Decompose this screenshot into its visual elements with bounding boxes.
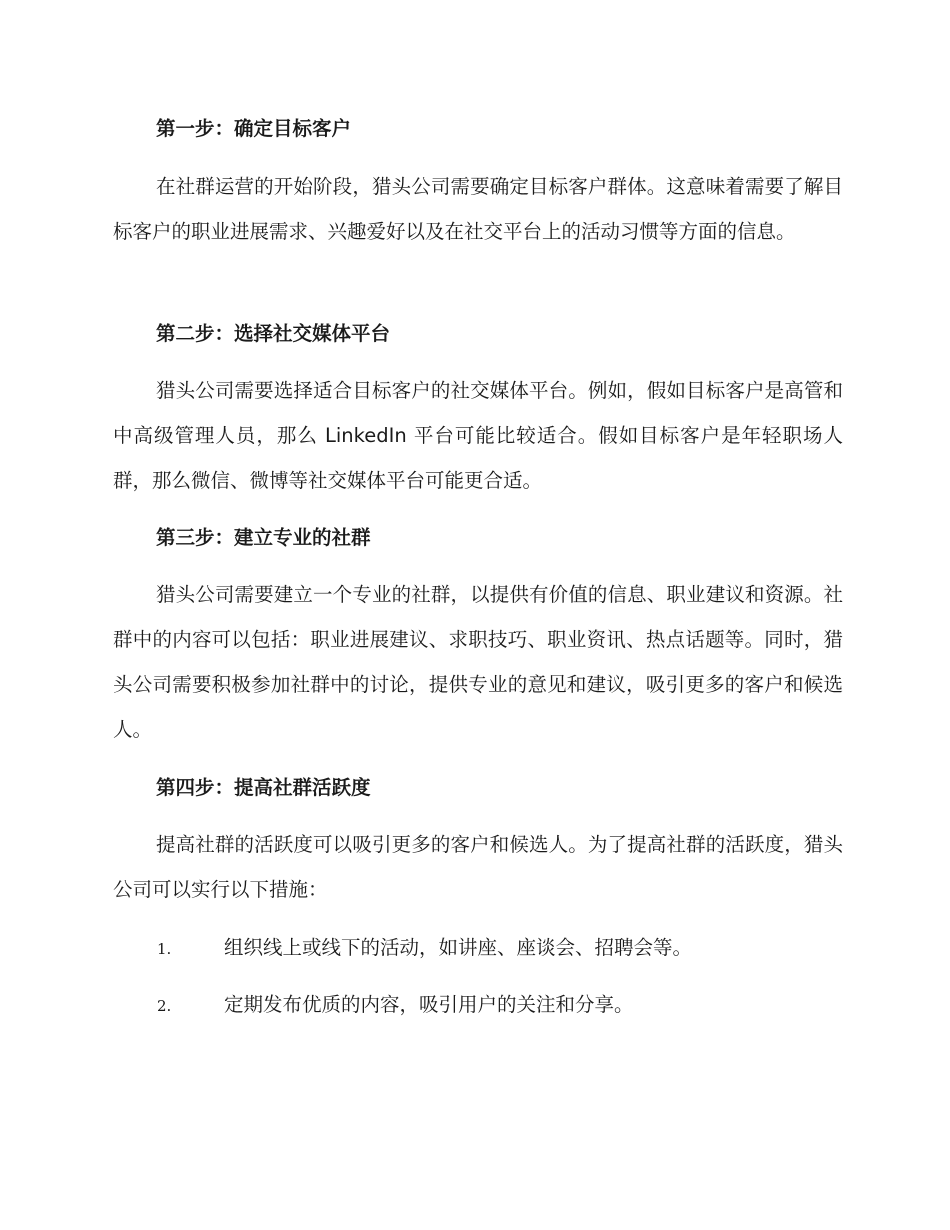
section-paragraph-4: 提高社群的活跃度可以吸引更多的客户和候选人。为了提高社群的活跃度，猎头公司可以实行以下措施： bbox=[113, 833, 843, 901]
section-paragraph-2: 猎头公司需要选择适合目标客户的社交媒体平台。例如，假如目标客户是高管和中高级管理人员，那么 LinkedIn 平台可能比较适合。假如目标客户是年轻职场人群，那么微信、微博等社交媒体平台可能更合适。 bbox=[113, 379, 843, 492]
section-heading-4: 第四步：提高社群活跃度 bbox=[156, 776, 371, 799]
section-heading-1: 第一步：确定目标客户 bbox=[156, 117, 352, 140]
section-paragraph-3: 猎头公司需要建立一个专业的社群，以提供有价值的信息、职业建议和资源。社群中的内容可以包括：职业进展建议、求职技巧、职业资讯、热点话题等。同时，猎头公司需要积极参加社群中的讨论，提供专业的意见和建议，吸引更多的客户和候选人。 bbox=[113, 583, 843, 741]
list-item-text: 定期发布优质的内容，吸引用户的关注和分享。 bbox=[224, 993, 634, 1016]
section-heading-3: 第三步：建立专业的社群 bbox=[156, 526, 371, 549]
section-heading-2: 第二步：选择社交媒体平台 bbox=[156, 322, 391, 345]
list-item bbox=[157, 991, 634, 1020]
list-item-number: 2. bbox=[157, 997, 172, 1015]
list-item-text: 组织线上或线下的活动，如讲座、座谈会、招聘会等。 bbox=[224, 936, 693, 959]
section-paragraph-1: 在社群运营的开始阶段，猎头公司需要确定目标客户群体。这意味着需要了解目标客户的职业进展需求、兴趣爱好以及在社交平台上的活动习惯等方面的信息。 bbox=[113, 175, 843, 243]
list-item bbox=[157, 934, 692, 963]
list-item-number: 1. bbox=[157, 940, 172, 958]
